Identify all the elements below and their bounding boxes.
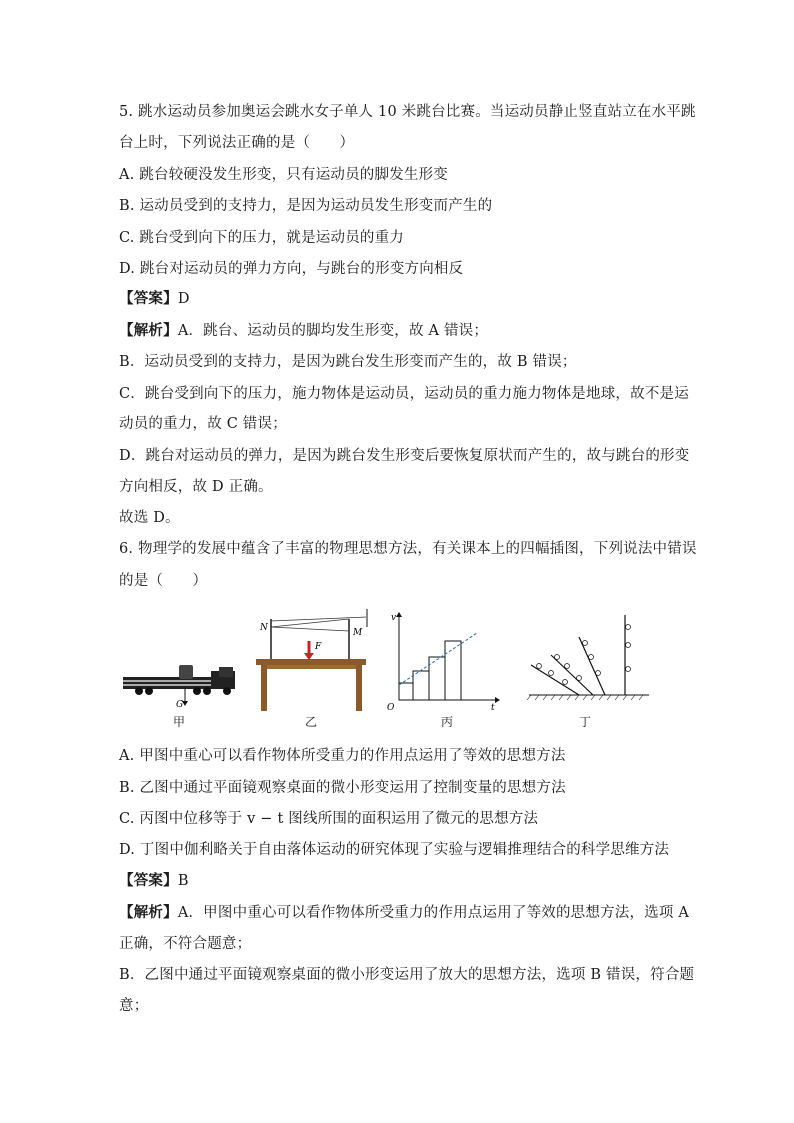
incline-figure [527,615,649,700]
vt-graph-figure [387,612,500,713]
q6-option-b: B. 乙图中通过平面镜观察桌面的微小形变运用了控制变量的思想方法 [119,780,566,796]
figure-label-jia: 甲 [173,715,186,729]
q5-analysis-line5: D．跳台对运动员的弹力，是因为跳台发生形变后要恢复原状而产生的，故与跳台的形变 [119,448,690,464]
q5-analysis-line4: 动员的重力，故 C 错误； [119,416,287,432]
q5-option-b: B. 运动员受到的支持力，是因为运动员发生形变而产生的 [119,198,493,214]
q6-figures [119,605,679,730]
analysis-label: 【解析】 [119,904,178,921]
table-mirror-figure [256,609,367,711]
q5-stem-line2: 台上时，下列说法正确的是（ ） [119,135,355,151]
q5-analysis-line1 [119,321,488,341]
q6-analysis-line1 [119,903,689,923]
q5-analysis-line7: 故选 D。 [119,510,180,526]
label-F: F [315,642,322,652]
q6-analysis-line3: B．乙图中通过平面镜观察桌面的微小形变运用了放大的思想方法，选项 B 错误，符合题 [119,967,695,983]
q5-analysis-line2: B．运动员受到的支持力，是因为跳台发生形变而产生的，故 B 错误； [119,354,577,370]
q5-option-d: D. 跳台对运动员的弹力方向，与跳台的形变方向相反 [119,261,464,277]
label-M: M [353,628,363,638]
q6-analysis-line2: 正确，不符合题意； [119,936,252,952]
label-v: v [391,613,397,623]
q6-option-a: A. 甲图中重心可以看作物体所受重力的作用点运用了等效的思想方法 [119,748,566,764]
analysis-text: A．跳台、运动员的脚均发生形变，故 A 错误； [177,323,489,339]
q5-stem-line1: 5. 跳水运动员参加奥运会跳水女子单人 10 米跳台比赛。当运动员静止竖直站立在水平跳 [119,104,696,120]
figure-label-yi: 乙 [305,715,318,729]
q5-analysis-line3: C．跳台受到向下的压力，施力物体是运动员，运动员的重力施力物体是地球，故不是运 [119,386,689,402]
answer-label: 【答案】 [119,290,178,307]
truck-figure [123,665,235,710]
q5-answer [119,289,190,309]
answer-value: B [177,873,189,889]
q6-stem-line2: 的是（ ） [119,573,208,589]
q6-stem-line1: 6. 物理学的发展中蕴含了丰富的物理思想方法，有关课本上的四幅插图，下列说法中错误 [119,541,697,557]
label-t: t [491,703,495,713]
answer-label: 【答案】 [119,872,178,889]
q6-option-c: C. 丙图中位移等于 v − t 图线所围的面积运用了微元的思想方法 [119,811,539,827]
q5-option-a: A. 跳台较硬没发生形变，只有运动员的脚发生形变 [119,167,448,183]
q6-analysis-line4: 意； [119,998,149,1014]
q6-answer [119,871,189,891]
answer-value: D [177,291,190,307]
label-O: O [387,703,395,713]
label-G: G [176,700,184,710]
analysis-text: A．甲图中重心可以看作物体所受重力的作用点运用了等效的思想方法，选项 A [177,905,690,921]
analysis-label: 【解析】 [119,322,178,339]
q5-analysis-line6: 方向相反，故 D 正确。 [119,479,273,495]
figure-label-bing: 丙 [441,715,454,729]
q5-option-c: C. 跳台受到向下的压力，就是运动员的重力 [119,230,404,246]
figures-svg [119,605,679,730]
q6-option-d: D. 丁图中伽利略关于自由落体运动的研究体现了实验与逻辑推理结合的科学思维方法 [119,842,670,858]
label-N: N [260,623,268,633]
figure-label-ding: 丁 [579,715,592,729]
